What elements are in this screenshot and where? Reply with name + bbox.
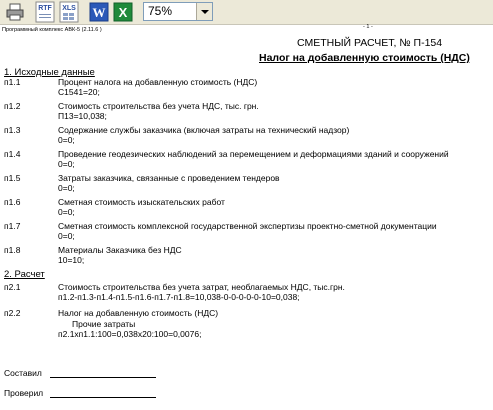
item-text: Сметная стоимость комплексной государственной экспертизы проектно-сметной документации xyxy=(58,221,437,231)
item-value: 0=0; xyxy=(58,231,75,241)
excel-icon[interactable] xyxy=(112,1,134,23)
item-value: п1.2-п1.3-п1.4-п1.5-п1.6-п1.7-п1.8=10,038-0-0-0-0-0-10=0,038; xyxy=(58,292,300,302)
item-code: п1.6 xyxy=(4,197,21,207)
zoom-value: 75% xyxy=(148,4,173,18)
report-page xyxy=(0,24,493,410)
excel-label: X xyxy=(118,5,128,20)
item-code: п2.2 xyxy=(4,308,21,318)
item-text: Содержание службы заказчика (включая затраты на технический надзор) xyxy=(58,125,350,135)
item-text: Стоимость строительства без учета затрат, необлагаемых НДС, тыс.грн. xyxy=(58,282,345,292)
section-heading-calculation: 2. Расчет xyxy=(4,269,45,280)
item-code: п1.2 xyxy=(4,101,21,111)
item-code: п1.1 xyxy=(4,77,21,87)
signature-line-compiled xyxy=(50,377,156,378)
word-label: W xyxy=(92,5,106,20)
item-value: П13=10,038; xyxy=(58,111,107,121)
document-title: СМЕТНЫЙ РАСЧЕТ, № П-154 xyxy=(297,37,443,49)
item-code: п1.7 xyxy=(4,221,21,231)
item-text: Материалы Заказчика без НДС xyxy=(58,245,182,255)
chevron-down-icon[interactable] xyxy=(196,3,212,20)
item-code: п1.8 xyxy=(4,245,21,255)
printer-icon[interactable] xyxy=(4,1,26,23)
item-code: п1.5 xyxy=(4,173,21,183)
item-text: Процент налога на добавленную стоимость (НДС) xyxy=(58,77,258,87)
item-text: Проведение геодезических наблюдений за перемещением и деформациями зданий и сооружений xyxy=(58,149,449,159)
program-info: Программный комплекс АВК-5 (2.11.6 ) xyxy=(2,27,102,33)
section-heading-source-data: 1. Исходные данные xyxy=(4,67,95,78)
item-value: п2.1хп1.1:100=0,038х20:100=0,0076; xyxy=(58,329,202,339)
document-subtitle: Налог на добавленную стоимость (НДС) xyxy=(259,52,470,64)
toolbar xyxy=(0,0,493,25)
item-value: С1541=20; xyxy=(58,87,100,97)
item-text: Затраты заказчика, связанные с проведением тендеров xyxy=(58,173,280,183)
item-value: 0=0; xyxy=(58,135,75,145)
item-value: 0=0; xyxy=(58,207,75,217)
item-code: п2.1 xyxy=(4,282,21,292)
page-number: - 1 - xyxy=(363,24,373,30)
item-text: Налог на добавленную стоимость (НДС) xyxy=(58,308,219,318)
xls-label: XLS xyxy=(62,5,76,12)
signature-label-checked: Проверил xyxy=(4,388,44,398)
item-value: 0=0; xyxy=(58,159,75,169)
xls-export-icon[interactable] xyxy=(58,1,80,23)
item-text: Сметная стоимость изыскательских работ xyxy=(58,197,225,207)
item-value: 0=0; xyxy=(58,183,75,193)
word-icon[interactable] xyxy=(88,1,110,23)
rtf-export-icon[interactable] xyxy=(34,1,56,23)
rtf-label: RTF xyxy=(38,5,52,12)
item-code: п1.4 xyxy=(4,149,21,159)
item-subtext: Прочие затраты xyxy=(72,319,136,329)
item-text: Стоимость строительства без учета НДС, тыс. грн. xyxy=(58,101,259,111)
item-code: п1.3 xyxy=(4,125,21,135)
signature-line-checked xyxy=(50,397,156,398)
item-value: 10=10; xyxy=(58,255,85,265)
signature-label-compiled: Составил xyxy=(4,368,42,378)
zoom-select[interactable] xyxy=(143,2,213,21)
